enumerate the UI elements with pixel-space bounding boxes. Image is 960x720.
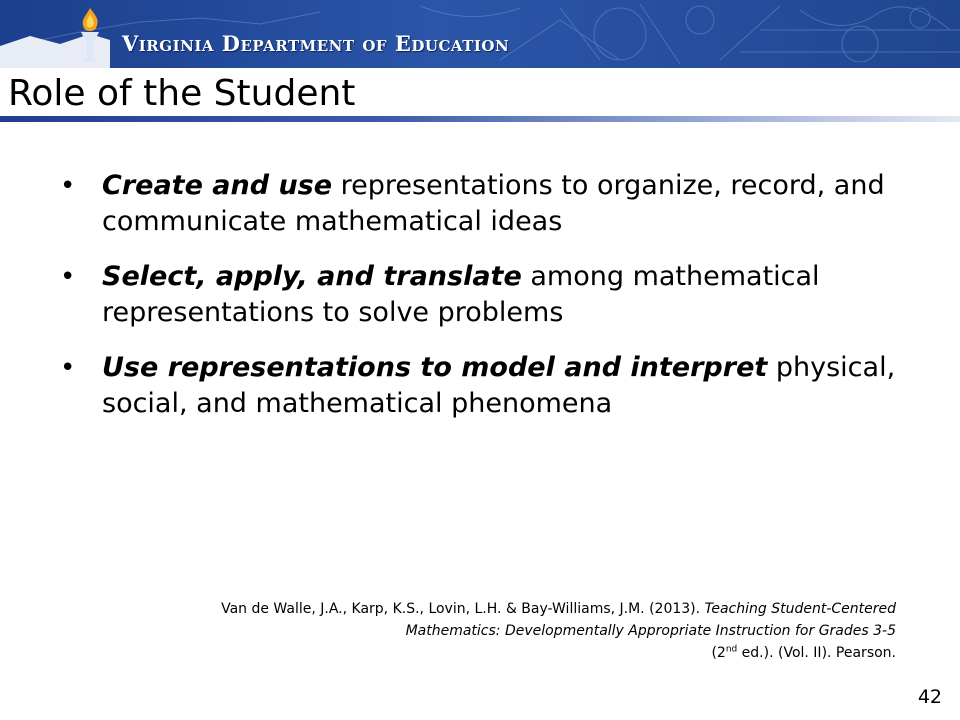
bullet-icon: • [60,262,76,292]
bullet-text: physical, social, and mathematical phenomena [102,352,896,419]
bullet-item [60,350,920,422]
banner-title: Virginia Department of Education [122,31,510,56]
bullet-text: among mathematical representations to solve problems [102,261,820,328]
bullet-item [60,259,920,331]
bullet-icon: • [60,353,76,383]
citation [136,598,896,664]
bullet-emphasis: Select, apply, and translate [102,261,522,292]
bullet-list [60,168,920,441]
citation-book-title: Teaching Student-Centered Mathematics: Developmentally Appropriate Instruction for Grades 3-5 [405,601,896,639]
bullet-text: representations to organize, record, and communicate mathematical ideas [102,170,885,237]
bullet-emphasis: Use representations to model and interpret [102,352,768,383]
citation-authors: Van de Walle, J.A., Karp, K.S., Lovin, L.H. & Bay-Williams, J.M. (2013). [221,601,705,617]
page-number: 42 [917,686,942,708]
citation-edition-superscript: nd [725,644,738,655]
citation-publisher: ed.). (Vol. II). Pearson. [737,645,896,661]
bullet-icon: • [60,171,76,201]
citation-edition: (2 [711,645,726,661]
title-underline [0,116,960,122]
header-banner [0,0,960,68]
bullet-item [60,168,920,240]
bullet-emphasis: Create and use [102,170,333,201]
slide-title: Role of the Student [8,73,356,114]
torch-icon [70,6,110,64]
